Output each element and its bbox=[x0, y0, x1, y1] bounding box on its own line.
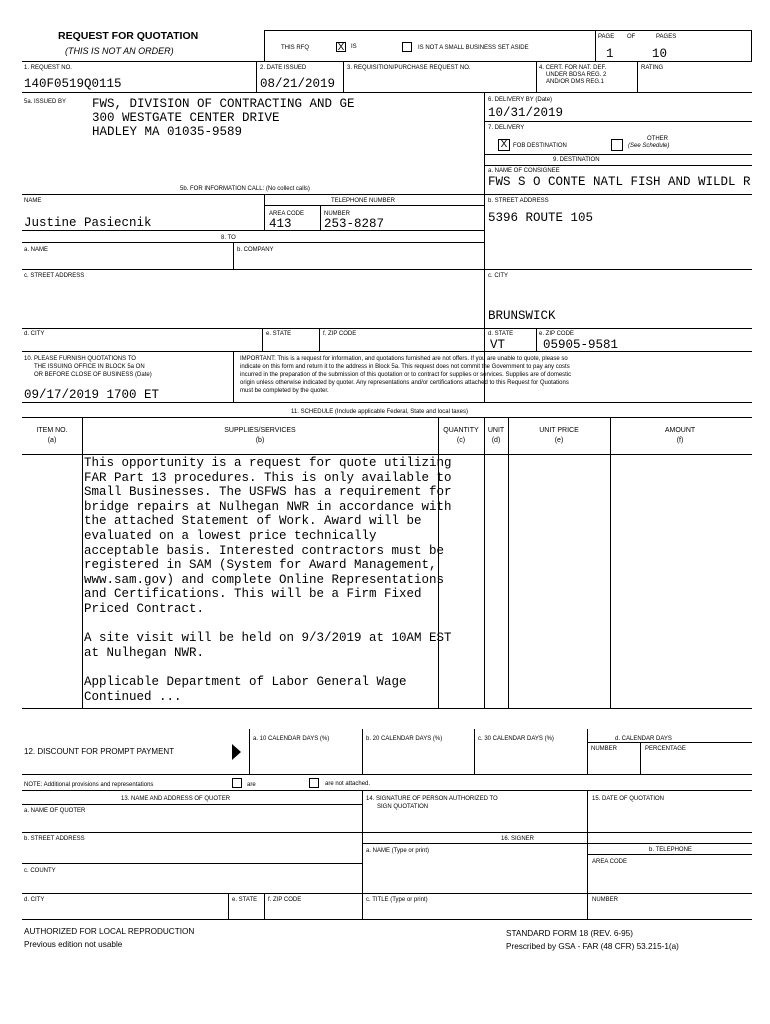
col-supplies: SUPPLIES/SERVICES bbox=[224, 427, 296, 434]
footer-left-2: Previous edition not usable bbox=[24, 940, 123, 949]
to-name-label: a. NAME bbox=[24, 247, 49, 253]
signature-label-2: SIGN QUOTATION bbox=[377, 804, 429, 810]
furnish-label-3: OR BEFORE CLOSE OF BUSINESS (Date) bbox=[34, 372, 152, 378]
area-code-value: 413 bbox=[269, 217, 292, 231]
telephone-label: TELEPHONE NUMBER bbox=[331, 198, 396, 204]
col-item-no-letter: (a) bbox=[47, 437, 57, 444]
discount-label: 12. DISCOUNT FOR PROMPT PAYMENT bbox=[24, 747, 175, 756]
quoter-street-label: b. STREET ADDRESS bbox=[24, 836, 85, 842]
important-line-2: indicate on this form and return it to the address in Block 5a. This request does not commit the Government to pay any costs bbox=[240, 364, 570, 370]
col-unit-price: UNIT PRICE bbox=[539, 427, 579, 434]
col-unit-price-letter: (e) bbox=[554, 437, 564, 444]
zip-label: e. ZIP CODE bbox=[539, 331, 574, 337]
street-address-value: 5396 ROUTE 105 bbox=[488, 211, 594, 225]
quoter-county-label: c. COUNTY bbox=[24, 868, 56, 874]
schedule-label: 11. SCHEDULE (Include applicable Federal, State and local taxes) bbox=[291, 409, 468, 415]
of-label: OF bbox=[627, 34, 636, 40]
signer-title-label: c. TITLE (Type or print) bbox=[366, 897, 428, 903]
number-label: NUMBER bbox=[324, 211, 351, 217]
schedule-description: This opportunity is a request for quote utilizing FAR Part 13 procedures. This is only available to Small Businesses. The USFWS has a requirement for bridge repairs at Nulhegan NWR in accordance with the attached Statement of Work. Award will be evaluated on a lowest price technically acceptable basis. Interested contractors must be registered in SAM (System for Award Management, www.sam.gov) and complete Online Representations and Certifications. This will be a Firm Fixed Priced Contract. A site visit will be held on 9/3/2019 at 10AM EST at Nulhegan NWR. Applicable Department of Labor General Wage Continued ... bbox=[84, 456, 452, 704]
destination-label: 9. DESTINATION bbox=[553, 157, 600, 163]
contact-name: Justine Pasiecnik bbox=[24, 216, 152, 230]
to-street-label: c. STREET ADDRESS bbox=[24, 273, 85, 279]
signature-label-1: 14. SIGNATURE OF PERSON AUTHORIZED TO bbox=[366, 796, 498, 802]
signer-label: 16. SIGNER bbox=[501, 836, 535, 842]
important-line-1: IMPORTANT: This is a request for information, and quotations furnished are not offers. If you are unable to quote, please so bbox=[240, 356, 568, 362]
is-set-aside-checkbox[interactable]: X bbox=[337, 42, 345, 53]
fob-destination-label: FOB DESTINATION bbox=[513, 143, 567, 149]
issued-by-line2: 300 WESTGATE CENTER DRIVE bbox=[92, 111, 280, 125]
form-subtitle: (THIS IS NOT AN ORDER) bbox=[65, 46, 174, 56]
col-amount: AMOUNT bbox=[664, 427, 696, 434]
note-label: NOTE: Additional provisions and representations bbox=[24, 782, 154, 788]
quoter-state-label: e. STATE bbox=[232, 897, 258, 903]
footer-left-1: AUTHORIZED FOR LOCAL REPRODUCTION bbox=[24, 927, 195, 936]
to-city-label: d. CITY bbox=[24, 331, 45, 337]
street-address-label: b. STREET ADDRESS bbox=[488, 198, 549, 204]
col-quantity: QUANTITY bbox=[443, 427, 479, 434]
rating-label: RATING bbox=[641, 65, 664, 71]
col-unit: UNIT bbox=[487, 427, 505, 434]
quote-due-date[interactable]: 09/17/2019 1700 ET bbox=[24, 388, 160, 402]
col-quantity-letter: (c) bbox=[456, 437, 466, 444]
delivery-label: 7. DELIVERY bbox=[488, 125, 525, 131]
issued-by-label: 5a. ISSUED BY bbox=[24, 99, 67, 105]
cert-label-2: UNDER BDSA REG. 2 bbox=[546, 72, 607, 78]
consignee-label: a. NAME OF CONSIGNEE bbox=[488, 168, 560, 174]
is-not-label: IS NOT A SMALL BUSINESS SET ASIDE bbox=[418, 45, 529, 51]
quoter-city-label: d. CITY bbox=[24, 897, 45, 903]
quoter-zip-label: f. ZIP CODE bbox=[268, 897, 302, 903]
is-not-set-aside-checkbox[interactable] bbox=[402, 42, 412, 52]
discount-percentage-label: PERCENTAGE bbox=[645, 746, 686, 752]
other-delivery-checkbox[interactable] bbox=[611, 139, 623, 151]
col-amount-letter: (f) bbox=[676, 437, 684, 444]
date-issued-label: 2. DATE ISSUED bbox=[260, 65, 307, 71]
city-value: BRUNSWICK bbox=[488, 309, 556, 323]
important-line-3: incurred in the preparation of the submission of this quotation or to contract for supplies or services. Supplies are of domestic bbox=[240, 372, 572, 378]
are-not-attached-checkbox[interactable] bbox=[309, 778, 319, 788]
important-line-5: must be completed by the quoter. bbox=[240, 388, 329, 394]
discount-30-label: c. 30 CALENDAR DAYS (%) bbox=[478, 736, 554, 742]
consignee-value: FWS S O CONTE NATL FISH AND WILDL R bbox=[488, 175, 751, 189]
delivery-by-value[interactable]: 10/31/2019 bbox=[488, 106, 564, 120]
footer-right-1: STANDARD FORM 18 (REV. 6-95) bbox=[506, 929, 633, 938]
request-no-value[interactable]: 140F0519Q0115 bbox=[24, 77, 122, 91]
number-value: 253-8287 bbox=[324, 217, 385, 231]
request-no-label: 1. REQUEST NO. bbox=[24, 65, 72, 71]
telephone-b-label: b. TELEPHONE bbox=[649, 847, 692, 853]
are-attached-checkbox[interactable] bbox=[232, 778, 242, 788]
to-company-label: b. COMPANY bbox=[237, 247, 274, 253]
other-note: (See Schedule) bbox=[628, 143, 670, 149]
discount-20-label: b. 20 CALENDAR DAYS (%) bbox=[366, 736, 443, 742]
to-state-label: e. STATE bbox=[266, 331, 292, 337]
delivery-by-label: 6. DELIVERY BY (Date) bbox=[488, 97, 553, 103]
signer-number-label: NUMBER bbox=[592, 897, 619, 903]
is-label: IS bbox=[351, 44, 357, 50]
quoter-name-label: a. NAME OF QUOTER bbox=[24, 808, 86, 814]
furnish-label-1: 10. PLEASE FURNISH QUOTATIONS TO bbox=[24, 356, 136, 362]
this-rfq-label: THIS RFQ bbox=[281, 45, 309, 51]
date-issued-value[interactable]: 08/21/2019 bbox=[260, 77, 336, 91]
issued-by-line1: FWS, DIVISION OF CONTRACTING AND GE bbox=[92, 97, 355, 111]
zip-value: 05905-9581 bbox=[543, 338, 619, 352]
requisition-label: 3. REQUISITION/PURCHASE REQUEST NO. bbox=[347, 65, 471, 71]
col-item-no: ITEM NO. bbox=[36, 427, 68, 434]
fob-destination-checkbox[interactable]: X bbox=[498, 139, 510, 151]
page-number: 1 bbox=[606, 47, 614, 61]
city-label: c. CITY bbox=[488, 273, 509, 279]
quotation-date-label: 15. DATE OF QUOTATION bbox=[592, 796, 665, 802]
to-label: 8. TO bbox=[221, 235, 236, 241]
other-label: OTHER bbox=[647, 136, 668, 142]
col-supplies-letter: (b) bbox=[255, 437, 265, 444]
col-unit-letter: (d) bbox=[491, 437, 501, 444]
are-label: are bbox=[247, 782, 256, 788]
quoter-label: 13. NAME AND ADDRESS OF QUOTER bbox=[121, 796, 231, 802]
furnish-label-2: THE ISSUING OFFICE IN BLOCK 5a ON bbox=[34, 364, 145, 370]
arrow-right-icon bbox=[232, 744, 241, 760]
discount-10-label: a. 10 CALENDAR DAYS (%) bbox=[253, 736, 330, 742]
signer-area-code-label: AREA CODE bbox=[592, 859, 628, 865]
total-pages: 10 bbox=[652, 47, 668, 61]
state-value: VT bbox=[490, 338, 506, 352]
footer-right-2: Prescribed by GSA - FAR (48 CFR) 53.215-1(a) bbox=[506, 942, 679, 951]
to-zip-label: f. ZIP CODE bbox=[323, 331, 357, 337]
name-label: NAME bbox=[24, 198, 42, 204]
page-label: PAGE bbox=[598, 34, 615, 40]
state-label: d. STATE bbox=[488, 331, 514, 337]
pages-label: PAGES bbox=[656, 34, 677, 40]
cert-label-1: 4. CERT. FOR NAT. DEF. bbox=[539, 65, 607, 71]
signer-name-label: a. NAME (Type or print) bbox=[366, 848, 430, 854]
discount-number-label: NUMBER bbox=[591, 746, 618, 752]
important-line-4: origin unless otherwise indicated by quoter. Any representations and/or certifications attached to this Request for Quotations bbox=[240, 380, 569, 386]
info-call-label: 5b. FOR INFORMATION CALL: (No collect calls) bbox=[180, 186, 310, 192]
form-title: REQUEST FOR QUOTATION bbox=[58, 30, 199, 42]
cert-label-3: AND/OR DMS REG.1 bbox=[546, 79, 605, 85]
are-not-label: are not attached. bbox=[325, 781, 371, 787]
area-code-label: AREA CODE bbox=[269, 211, 305, 217]
discount-days-label: d. CALENDAR DAYS bbox=[615, 736, 672, 742]
issued-by-line3: HADLEY MA 01035-9589 bbox=[92, 125, 243, 139]
